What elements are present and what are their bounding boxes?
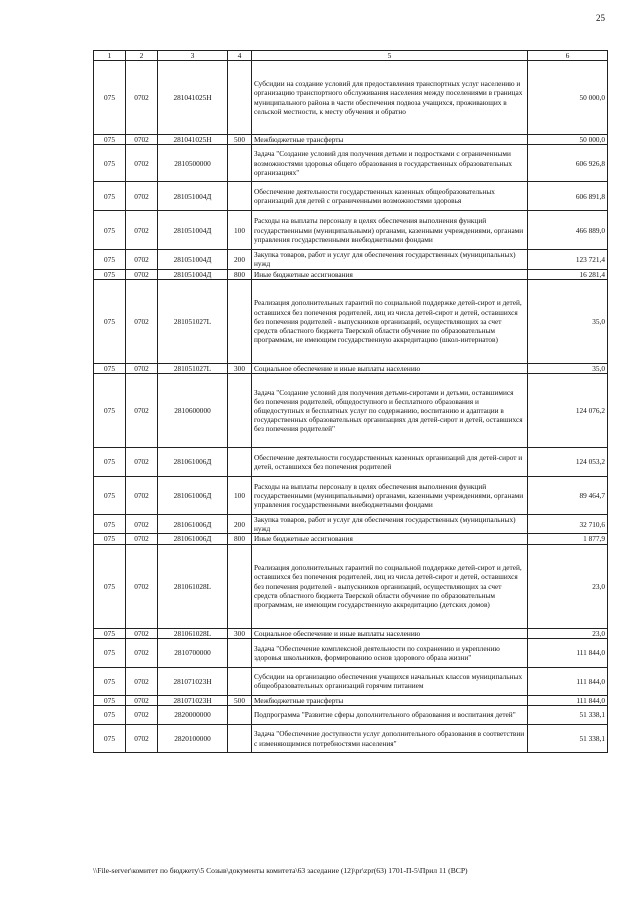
section-code-cell: 0702 <box>126 211 158 250</box>
table-row <box>94 61 608 135</box>
target-article-cell: 281071023Н <box>158 695 228 705</box>
expense-type-cell <box>228 448 252 477</box>
admin-code-cell: 075 <box>94 667 126 695</box>
expense-type-cell: 800 <box>228 269 252 279</box>
amount-cell: 23,0 <box>528 628 608 638</box>
description-cell: Расходы на выплаты персоналу в целях обеспечения выполнения функций государственными (муниципальными) органами, казенными учреждениями, органами управления государственными внебюджетными фондами <box>252 477 528 515</box>
admin-code-cell: 075 <box>94 182 126 211</box>
expense-type-cell <box>228 667 252 695</box>
target-article-cell: 281061006Д <box>158 448 228 477</box>
amount-cell: 50 000,0 <box>528 61 608 135</box>
amount-cell: 35,0 <box>528 363 608 373</box>
table-row <box>94 515 608 534</box>
description-cell: Межбюджетные трансферты <box>252 695 528 705</box>
section-code-cell: 0702 <box>126 448 158 477</box>
target-article-cell: 281051004Д <box>158 182 228 211</box>
admin-code-cell: 075 <box>94 61 126 135</box>
section-code-cell: 0702 <box>126 725 158 753</box>
admin-code-cell: 075 <box>94 544 126 628</box>
description-cell: Закупка товаров, работ и услуг для обеспечения государственных (муниципальных) нужд <box>252 515 528 534</box>
amount-cell: 123 721,4 <box>528 250 608 269</box>
table-row <box>94 706 608 725</box>
table-row <box>94 374 608 448</box>
section-code-cell: 0702 <box>126 269 158 279</box>
amount-cell: 50 000,0 <box>528 135 608 145</box>
target-article-cell: 281051004Д <box>158 211 228 250</box>
target-article-cell: 2820000000 <box>158 706 228 725</box>
description-cell: Реализация дополнительных гарантий по социальной поддержке детей-сирот и детей, оставшихся без попечения родителей, лиц из числа детей-сирот и детей, оставшихся без попечения родителей - выпускников организаций, осуществляющих за счет средств областного бюджета Тверской области обучение по образовательным программам, не имеющим государственную аккредитацию (школ-интернатов) <box>252 279 528 363</box>
description-cell: Закупка товаров, работ и услуг для обеспечения государственных (муниципальных) нужд <box>252 250 528 269</box>
description-cell: Реализация дополнительных гарантий по социальной поддержке детей-сирот и детей, оставшихся без попечения родителей, лиц из числа детей-сирот и детей, оставшихся без попечения родителей - выпускников организаций, осуществляющих за счет средств областного бюджета Тверской области обучение по образовательным программам, не имеющим государственную аккредитацию (детских домов) <box>252 544 528 628</box>
section-code-cell: 0702 <box>126 374 158 448</box>
admin-code-cell: 075 <box>94 269 126 279</box>
table-row <box>94 135 608 145</box>
section-code-cell: 0702 <box>126 182 158 211</box>
target-article-cell: 281061006Д <box>158 477 228 515</box>
amount-cell: 16 281,4 <box>528 269 608 279</box>
amount-cell: 1 877,9 <box>528 534 608 544</box>
table-row <box>94 182 608 211</box>
admin-code-cell: 075 <box>94 135 126 145</box>
amount-cell: 111 844,0 <box>528 667 608 695</box>
table-body <box>94 61 608 753</box>
section-code-cell: 0702 <box>126 250 158 269</box>
table-row <box>94 448 608 477</box>
table-row <box>94 363 608 373</box>
section-code-cell: 0702 <box>126 363 158 373</box>
header-row <box>94 51 608 61</box>
admin-code-cell: 075 <box>94 725 126 753</box>
target-article-cell: 281061006Д <box>158 515 228 534</box>
expense-type-cell <box>228 182 252 211</box>
expense-type-cell <box>228 145 252 182</box>
section-code-cell: 0702 <box>126 477 158 515</box>
header-cell: 5 <box>252 51 528 61</box>
admin-code-cell: 075 <box>94 448 126 477</box>
header-cell: 2 <box>126 51 158 61</box>
expense-type-cell <box>228 374 252 448</box>
target-article-cell: 281071023Н <box>158 667 228 695</box>
admin-code-cell: 075 <box>94 477 126 515</box>
admin-code-cell: 075 <box>94 706 126 725</box>
section-code-cell: 0702 <box>126 145 158 182</box>
header-cell: 1 <box>94 51 126 61</box>
section-code-cell: 0702 <box>126 279 158 363</box>
target-article-cell: 281051027L <box>158 363 228 373</box>
admin-code-cell: 075 <box>94 211 126 250</box>
table-row <box>94 534 608 544</box>
description-cell: Задача "Обеспечение доступности услуг дополнительного образования в соответствии с изменяющимися потребностями населения" <box>252 725 528 753</box>
header-cell: 3 <box>158 51 228 61</box>
amount-cell: 111 844,0 <box>528 638 608 667</box>
amount-cell: 606 926,8 <box>528 145 608 182</box>
admin-code-cell: 075 <box>94 638 126 667</box>
admin-code-cell: 075 <box>94 534 126 544</box>
description-cell: Задача "Создание условий для получения детьми-сиротами и детьми, оставшимися без попечения родителей, общедоступного и бесплатного образования и общедоступных и бесплатных услуг по содержанию, воспитанию и адаптации в государственных образовательных организациях для детей-сирот и детей, оставшихся без попечения родителей" <box>252 374 528 448</box>
admin-code-cell: 075 <box>94 374 126 448</box>
target-article-cell: 281051004Д <box>158 250 228 269</box>
section-code-cell: 0702 <box>126 61 158 135</box>
expense-type-cell: 300 <box>228 363 252 373</box>
description-cell: Межбюджетные трансферты <box>252 135 528 145</box>
target-article-cell: 281041025Н <box>158 61 228 135</box>
amount-cell: 35,0 <box>528 279 608 363</box>
section-code-cell: 0702 <box>126 135 158 145</box>
amount-cell: 23,0 <box>528 544 608 628</box>
table-row <box>94 211 608 250</box>
amount-cell: 124 076,2 <box>528 374 608 448</box>
target-article-cell: 281061028L <box>158 628 228 638</box>
table-row <box>94 667 608 695</box>
amount-cell: 466 889,0 <box>528 211 608 250</box>
budget-table <box>93 50 608 753</box>
description-cell: Задача "Создание условий для получения детьми и подростками с ограниченными возможностями здоровья общего образования в государственных образовательных организациях" <box>252 145 528 182</box>
expense-type-cell: 500 <box>228 695 252 705</box>
table-row <box>94 250 608 269</box>
section-code-cell: 0702 <box>126 638 158 667</box>
admin-code-cell: 075 <box>94 250 126 269</box>
expense-type-cell: 500 <box>228 135 252 145</box>
page-number: 25 <box>596 13 605 23</box>
target-article-cell: 281041025Н <box>158 135 228 145</box>
expense-type-cell: 100 <box>228 211 252 250</box>
description-cell: Социальное обеспечение и иные выплаты населению <box>252 628 528 638</box>
admin-code-cell: 075 <box>94 279 126 363</box>
expense-type-cell: 100 <box>228 477 252 515</box>
amount-cell: 606 891,8 <box>528 182 608 211</box>
admin-code-cell: 075 <box>94 363 126 373</box>
description-cell: Социальное обеспечение и иные выплаты населению <box>252 363 528 373</box>
section-code-cell: 0702 <box>126 706 158 725</box>
description-cell: Расходы на выплаты персоналу в целях обеспечения выполнения функций государственными (муниципальными) органами, казенными учреждениями, органами управления государственными внебюджетными фондами <box>252 211 528 250</box>
description-cell: Задача "Обеспечение комплексной деятельности по сохранению и укреплению здоровья школьников, формированию основ здорового образа жизни" <box>252 638 528 667</box>
amount-cell: 124 053,2 <box>528 448 608 477</box>
target-article-cell: 2820100000 <box>158 725 228 753</box>
amount-cell: 51 338,1 <box>528 706 608 725</box>
table-row <box>94 544 608 628</box>
amount-cell: 32 710,6 <box>528 515 608 534</box>
section-code-cell: 0702 <box>126 628 158 638</box>
description-cell: Субсидии на организацию обеспечения учащихся начальных классов муниципальных общеобразовательных организаций горячим питанием <box>252 667 528 695</box>
expense-type-cell: 800 <box>228 534 252 544</box>
description-cell: Обеспечение деятельности государственных казенных организаций для детей-сирот и детей, оставшихся без попечения родителей <box>252 448 528 477</box>
admin-code-cell: 075 <box>94 515 126 534</box>
description-cell: Иные бюджетные ассигнования <box>252 269 528 279</box>
table-row <box>94 725 608 753</box>
admin-code-cell: 075 <box>94 628 126 638</box>
table-row <box>94 145 608 182</box>
target-article-cell: 2810600000 <box>158 374 228 448</box>
expense-type-cell: 300 <box>228 628 252 638</box>
table-row <box>94 269 608 279</box>
table-row <box>94 638 608 667</box>
target-article-cell: 2810500000 <box>158 145 228 182</box>
file-path-footer: \\File-server\комитет по бюджету\5 Созыв\документы комитета\63 заседание (12)\pr\zpr(63) 1701-П-5\Прил 11 (ВСР) <box>93 866 468 875</box>
section-code-cell: 0702 <box>126 544 158 628</box>
description-cell: Обеспечение деятельности государственных казенных общеобразовательных организаций для детей с ограниченными возможностями здоровья <box>252 182 528 211</box>
target-article-cell: 281051027L <box>158 279 228 363</box>
expense-type-cell <box>228 725 252 753</box>
section-code-cell: 0702 <box>126 667 158 695</box>
section-code-cell: 0702 <box>126 515 158 534</box>
amount-cell: 111 844,0 <box>528 695 608 705</box>
table-row <box>94 695 608 705</box>
table-row <box>94 628 608 638</box>
admin-code-cell: 075 <box>94 695 126 705</box>
target-article-cell: 2810700000 <box>158 638 228 667</box>
header-cell: 4 <box>228 51 252 61</box>
target-article-cell: 281051004Д <box>158 269 228 279</box>
description-cell: Иные бюджетные ассигнования <box>252 534 528 544</box>
section-code-cell: 0702 <box>126 534 158 544</box>
expense-type-cell <box>228 61 252 135</box>
target-article-cell: 281061028L <box>158 544 228 628</box>
expense-type-cell: 200 <box>228 515 252 534</box>
table-header <box>94 51 608 61</box>
expense-type-cell: 200 <box>228 250 252 269</box>
table-row <box>94 477 608 515</box>
description-cell: Подпрограмма "Развитие сферы дополнительного образования и воспитания детей" <box>252 706 528 725</box>
header-cell: 6 <box>528 51 608 61</box>
amount-cell: 51 338,1 <box>528 725 608 753</box>
target-article-cell: 281061006Д <box>158 534 228 544</box>
table-row <box>94 279 608 363</box>
amount-cell: 89 464,7 <box>528 477 608 515</box>
expense-type-cell <box>228 279 252 363</box>
section-code-cell: 0702 <box>126 695 158 705</box>
expense-type-cell <box>228 638 252 667</box>
description-cell: Субсидии на создание условий для предоставления транспортных услуг населению и организацию транспортного обслуживания населения между поселениями в границах муниципального района в части обеспечения подвоза учащихся, проживающих в сельской местности, к месту обучения и обратно <box>252 61 528 135</box>
expense-type-cell <box>228 706 252 725</box>
expense-type-cell <box>228 544 252 628</box>
admin-code-cell: 075 <box>94 145 126 182</box>
